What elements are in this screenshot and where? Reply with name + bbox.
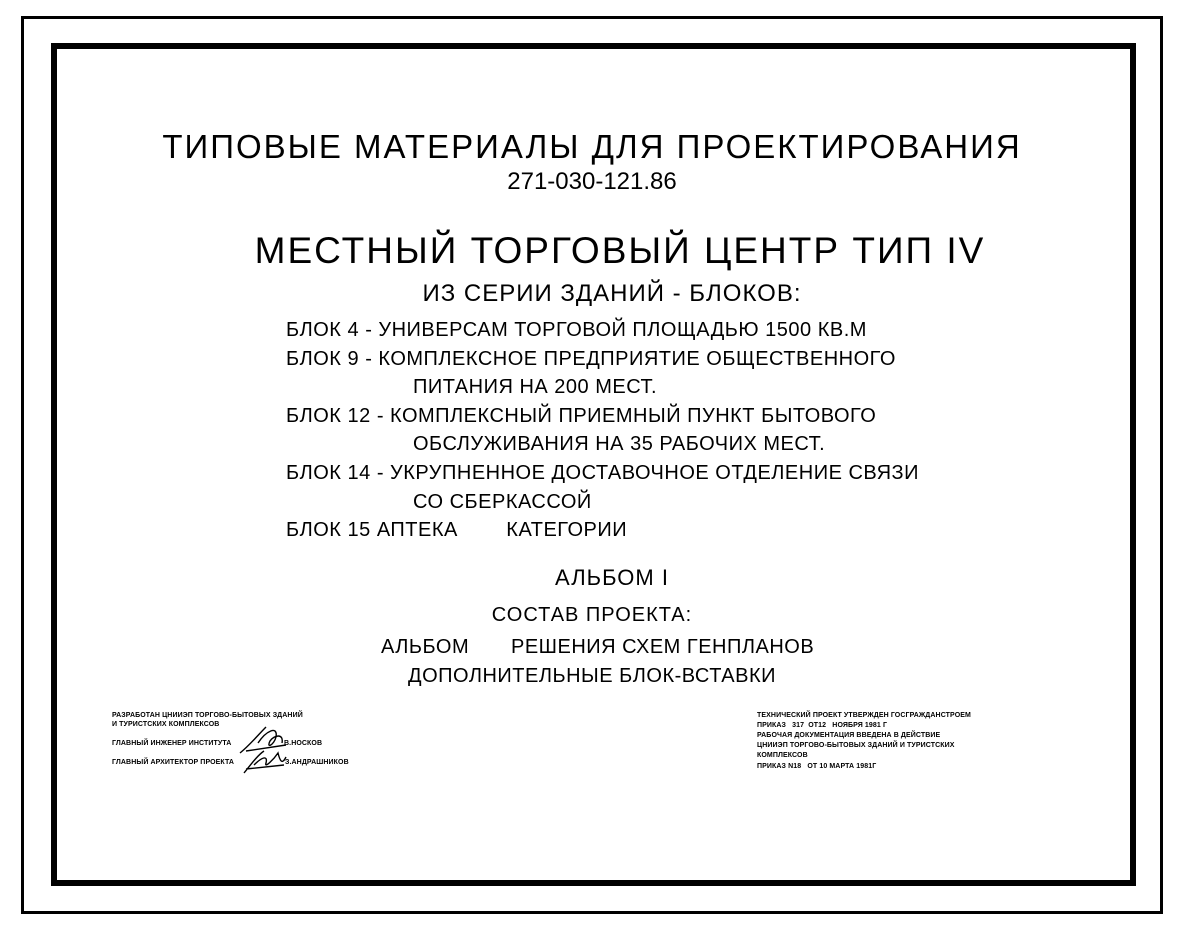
document-code: 271-030-121.86	[507, 168, 677, 195]
block-9-line: БЛОК 9 - КОМПЛЕКСНОЕ ПРЕДПРИЯТИЕ ОБЩЕСТВЕННОГО	[286, 348, 896, 370]
block-15-line: БЛОК 15 АПТЕКА КАТЕГОРИИ	[286, 519, 628, 541]
developer-line-1: РАЗРАБОТАН ЦНИИЭП ТОРГОВО-БЫТОВЫХ ЗДАНИЙ	[112, 712, 303, 719]
approval-line-5: КОМПЛЕКСОВ	[757, 752, 808, 759]
approval-line-6: ПРИКАЗ N18 ОТ 10 МАРТА 1981Г	[757, 763, 877, 770]
approval-line-2: ПРИКАЗ 317 ОТ12 НОЯБРЯ 1981 Г	[757, 722, 888, 729]
chief-engineer-label: ГЛАВНЫЙ ИНЖЕНЕР ИНСТИТУТА	[112, 740, 232, 747]
album-number: АЛЬБОМ I	[555, 565, 669, 590]
approval-line-1: ТЕХНИЧЕСКИЙ ПРОЕКТ УТВЕРЖДЕН ГОСГРАЖДАНСТРОЕМ	[757, 712, 971, 719]
chief-engineer-name: В.НОСКОВ	[284, 740, 323, 747]
composition-item-genplan: РЕШЕНИЯ СХЕМ ГЕНПЛАНОВ	[511, 636, 815, 658]
block-9-continuation: ПИТАНИЯ НА 200 МЕСТ.	[413, 376, 658, 398]
developer-line-2: И ТУРИСТСКИХ КОМПЛЕКСОВ	[112, 721, 220, 728]
chief-architect-label: ГЛАВНЫЙ АРХИТЕКТОР ПРОЕКТА	[112, 759, 235, 766]
composition-title: СОСТАВ ПРОЕКТА:	[491, 604, 693, 626]
series-heading: ИЗ СЕРИИ ЗДАНИЙ - БЛОКОВ:	[422, 280, 802, 307]
block-12-line: БЛОК 12 - КОМПЛЕКСНЫЙ ПРИЕМНЫЙ ПУНКТ БЫТОВОГО	[286, 405, 877, 427]
project-name: МЕСТНЫЙ ТОРГОВЫЙ ЦЕНТР ТИП IV	[254, 230, 986, 271]
block-14-line: БЛОК 14 - УКРУПНЕННОЕ ДОСТАВОЧНОЕ ОТДЕЛЕНИЕ СВЯЗИ	[286, 462, 919, 484]
chief-architect-name: З.АНДРАШНИКОВ	[285, 759, 349, 766]
composition-item-inserts: ДОПОЛНИТЕЛЬНЫЕ БЛОК-ВСТАВКИ	[408, 665, 776, 687]
approval-line-4: ЦНИИЭП ТОРГОВО-БЫТОВЫХ ЗДАНИЙ И ТУРИСТСКИХ	[757, 742, 955, 749]
composition-album-label: АЛЬБОМ	[381, 636, 470, 658]
document-title: ТИПОВЫЕ МАТЕРИАЛЫ ДЛЯ ПРОЕКТИРОВАНИЯ	[162, 128, 1022, 165]
block-14-continuation: СО СБЕРКАССОЙ	[413, 491, 592, 513]
architect-signature	[240, 747, 290, 777]
approval-line-3: РАБОЧАЯ ДОКУМЕНТАЦИЯ ВВЕДЕНА В ДЕЙСТВИЕ	[757, 732, 941, 739]
block-4-line: БЛОК 4 - УНИВЕРСАМ ТОРГОВОЙ ПЛОЩАДЬЮ 1500 КВ.М	[286, 319, 867, 341]
block-12-continuation: ОБСЛУЖИВАНИЯ НА 35 РАБОЧИХ МЕСТ.	[413, 433, 826, 455]
